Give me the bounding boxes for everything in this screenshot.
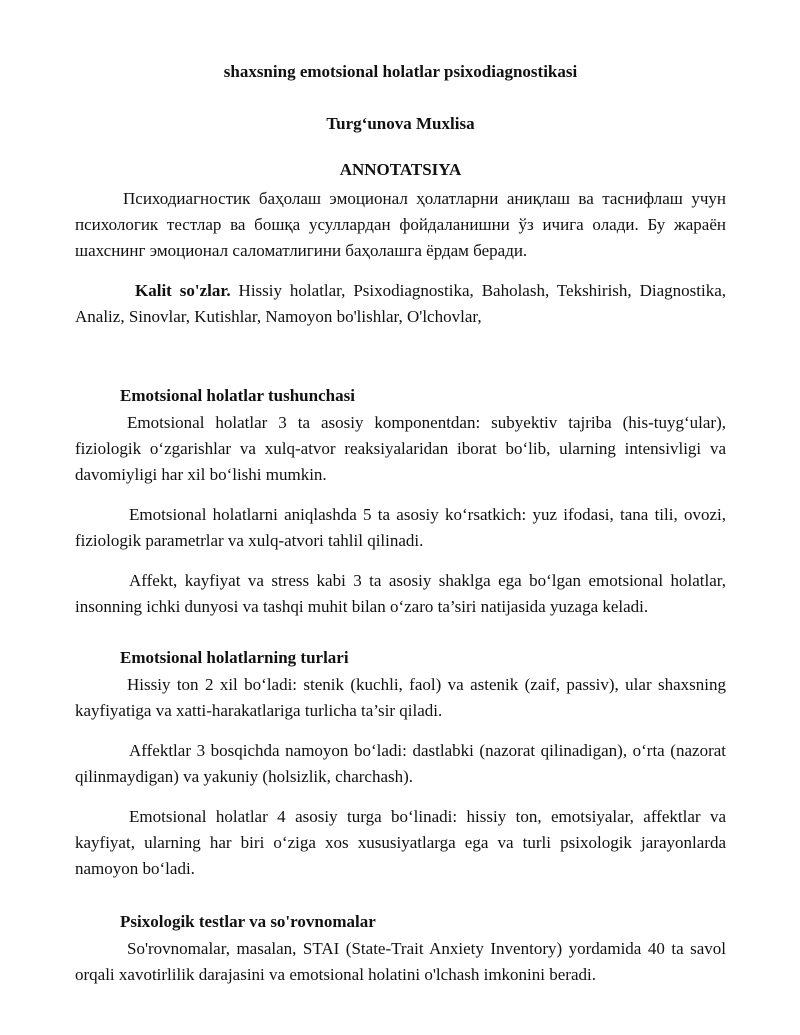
section-heading-types: Emotsional holatlarning turlari bbox=[120, 648, 349, 667]
section-paragraph: Hissiy ton 2 xil bo‘ladi: stenik (kuchli, faol) va astenik (zaif, passiv), ular shaxsning kayfiyatiga va xatti-harakatlariga turlicha ta’sir qiladi. bbox=[75, 675, 726, 720]
author-name: Turg‘unova Muxlisa bbox=[326, 114, 475, 133]
section-paragraph: Emotsional holatlarni aniqlashda 5 ta asosiy ko‘rsatkich: yuz ifodasi, tana tili, ovozi, fiziologik parametrlar va xulq-atvori tahlil qilinadi. bbox=[75, 505, 726, 550]
keywords-paragraph bbox=[75, 278, 726, 330]
annotation-heading: ANNOTATSIYA bbox=[339, 160, 462, 179]
section-paragraph: So'rovnomalar, masalan, STAI (State-Trait Anxiety Inventory) yordamida 40 ta savol orqali xavotirlilik darajasini va emotsional holatini o'lchash imkonini beradi. bbox=[75, 939, 726, 984]
section-heading-concept: Emotsional holatlar tushunchasi bbox=[120, 386, 355, 405]
section-paragraph: Emotsional holatlar 4 asosiy turga bo‘linadi: hissiy ton, emotsiyalar, affektlar va kayfiyat, ularning har biri o‘ziga xos xususiyatlarga ega va turli psixologik jarayonlarda namoyon bo‘ladi. bbox=[75, 807, 726, 878]
keywords-text: Hissiy holatlar, Psixodiagnostika, Baholash, Tekshirish, Diagnostika, Analiz, Sinovlar, Kutishlar, Namoyon bo'lishlar, O'lchovlar, bbox=[75, 281, 726, 326]
section-paragraph: Emotsional holatlar 3 ta asosiy komponentdan: subyektiv tajriba (his-tuyg‘ular), fiziologik o‘zgarishlar va xulq-atvor reaksiyalaridan iborat bo‘lib, ularning intensivligi va davomiyligi har xil bo‘lishi mumkin. bbox=[75, 413, 726, 484]
annotation-text: Психодиагностик баҳолаш эмоционал ҳолатларни аниқлаш ва таснифлаш учун психологик тестлар ва бошқа усуллардан фойдаланишни ўз ичига олади. Бу жараён шахснинг эмоционал саломатлигини баҳолашга ёрдам беради. bbox=[75, 189, 726, 260]
document-title: shaxsning emotsional holatlar psixodiagnostikasi bbox=[223, 62, 578, 81]
section-heading-tests: Psixologik testlar va so'rovnomalar bbox=[120, 912, 376, 931]
section-paragraph: Affekt, kayfiyat va stress kabi 3 ta asosiy shaklga ega bo‘lgan emotsional holatlar, insonning ichki dunyosi va tashqi muhit bilan o‘zaro ta’siri natijasida yuzaga keladi. bbox=[75, 571, 726, 616]
section-paragraph: Affektlar 3 bosqichda namoyon bo‘ladi: dastlabki (nazorat qilinadigan), o‘rta (nazorat qilinmaydigan) va yakuniy (holsizlik, charchash). bbox=[75, 741, 726, 786]
keywords-label: Kalit so'zlar. bbox=[135, 281, 231, 300]
document-page bbox=[75, 60, 726, 988]
